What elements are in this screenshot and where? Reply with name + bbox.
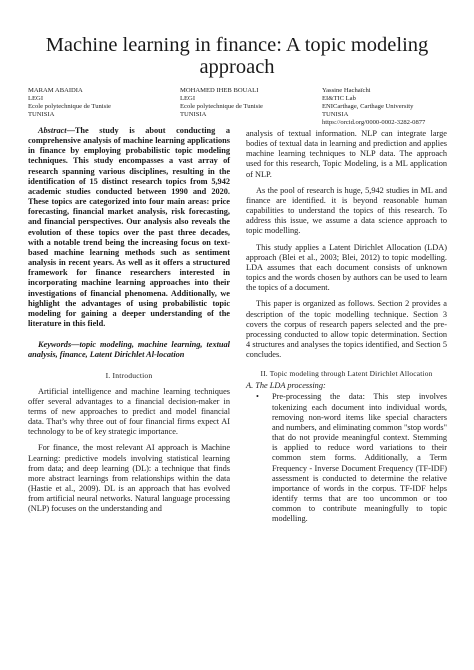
paragraph: This paper is organized as follows. Section 2 provides a description of the topic modelling technique. Section 3 covers the corpus of research papers selected and the pre-processing conducted to allow topic determination. Section 4 structures and analyses the topics identified, and Section 5 concludes. bbox=[246, 299, 447, 360]
author-country: TUNISIA bbox=[180, 111, 207, 119]
bullet-text: Pre-processing the data: This step involves tokenizing each document into individual words, removing non-word items like special characters and numbers, and eliminating common "stop words" that do not provide meaningful context. Stemming is applied to reduce word variations to their common stem forms. Additionally, a Term Frequency - Inverse Document Frequency (TF-IDF) assessment is conducted to determine the relative importance of words in the corpus. TF-IDF helps identify terms that are too uncommon or too common to contribute meaningfully to topic modelling. bbox=[272, 392, 447, 524]
abstract bbox=[28, 126, 230, 329]
abstract-text: —The study is about conducting a comprehensive analysis of machine learning applications in finance by employing probabilistic topic modeling techniques. This study encompasses a vast array of research spanning various disciplines, resulting in the identification of 15 distinct research topics from 5,942 academic studies conducted between 1990 and 2020. These topics are categorized into four main areas: price forecasting, financial market analysis, risk forecasting, and financial perspectives. Our analysis also reveals the evolution of these topics over the past three decades, with a notable trend being the increasing focus on text-based machine learning methods such as sentiment analysis in recent years. As well as it offers a structured framework for finance researchers interested in incorporating machine learning approaches into their investigations of financial phenomena. Additionally, we highlight the advantages of using probabilistic topic modeling for gaining a deeper understanding of the literature in this field. bbox=[28, 126, 230, 328]
paragraph: analysis of textual information. NLP can integrate large bodies of textual data in learning and prediction and applies machine learning techniques to NLP data. The approach used for this research, Topic Modeling, is a ML application of NLP. bbox=[246, 129, 447, 179]
paragraph: This study applies a Latent Dirichlet Allocation (LDA) approach (Blei et al., 2003; Blei, 2012) to topic modelling. LDA assumes that each document consists of unknown topics and the words chosen by authors can be used to learn the topics of a document. bbox=[246, 242, 447, 293]
author-lab: LEGI bbox=[180, 95, 196, 103]
author-3 bbox=[322, 87, 425, 127]
keywords-lead: Keywords bbox=[38, 340, 72, 350]
author-lab: LEGI bbox=[28, 95, 44, 103]
keywords-text: —topic modeling, machine learning, textual analysis, finance, Latent Dirichlet Al-location bbox=[28, 340, 230, 360]
author-name: MOHAMED IHEB BOUALI bbox=[180, 87, 259, 94]
author-lab: EI&TIC Lab bbox=[322, 95, 356, 103]
author-name: MARAM ABAIDIA bbox=[28, 87, 83, 94]
section-heading-lda: II. Topic modeling through Latent Dirichlet Allocation bbox=[260, 369, 433, 379]
author-orcid: https://orcid.org/0000-0002-3282-0877 bbox=[322, 119, 426, 127]
author-2 bbox=[180, 87, 263, 119]
author-country: TUNISIA bbox=[322, 111, 349, 119]
subsection-heading: A. The LDA processing: bbox=[246, 381, 326, 391]
right-column bbox=[246, 129, 447, 524]
keywords bbox=[28, 340, 230, 360]
author-country: TUNISIA bbox=[28, 111, 55, 119]
abstract-lead: Abstract bbox=[38, 126, 67, 135]
author-1 bbox=[28, 87, 111, 119]
paper-title: Machine learning in finance: A topic modeling approach bbox=[45, 34, 429, 78]
section-heading-introduction: I. Introduction bbox=[105, 371, 153, 381]
left-column bbox=[28, 126, 230, 514]
paragraph: Artificial intelligence and machine learning techniques offer several advantages to a financial decision-maker in terms of new approaches to predict and model financial data. That’s why three out of four financial firms expect AI technology to be of key strategic importance. bbox=[28, 386, 230, 437]
author-name: Yassine Hachaïchi bbox=[322, 87, 371, 94]
author-institution: Ecole polytechnique de Tunisie bbox=[28, 103, 111, 111]
bullet-icon: • bbox=[256, 392, 259, 402]
paragraph: For finance, the most relevant AI approach is Machine Learning: predictive models involving statistical learning from data; and deep learning (DL): a technique that finds more abstract learnings from relationships within the data (Hastie et al., 2009). DL is an approach that has evolved from artificial neural networks. Natural language processing (NLP) focuses on the understanding and bbox=[28, 443, 230, 514]
author-institution: ENICarthage, Carthage University bbox=[322, 103, 414, 111]
paragraph: As the pool of research is huge, 5,942 studies in ML and finance are identified. it is beyond reasonable human capabilities to understand the topics of this research. To address this issue, we assume a data science approach to topic modelling. bbox=[246, 185, 447, 236]
bullet-item bbox=[246, 392, 447, 524]
author-institution: Ecole polytechnique de Tunisie bbox=[180, 103, 263, 111]
